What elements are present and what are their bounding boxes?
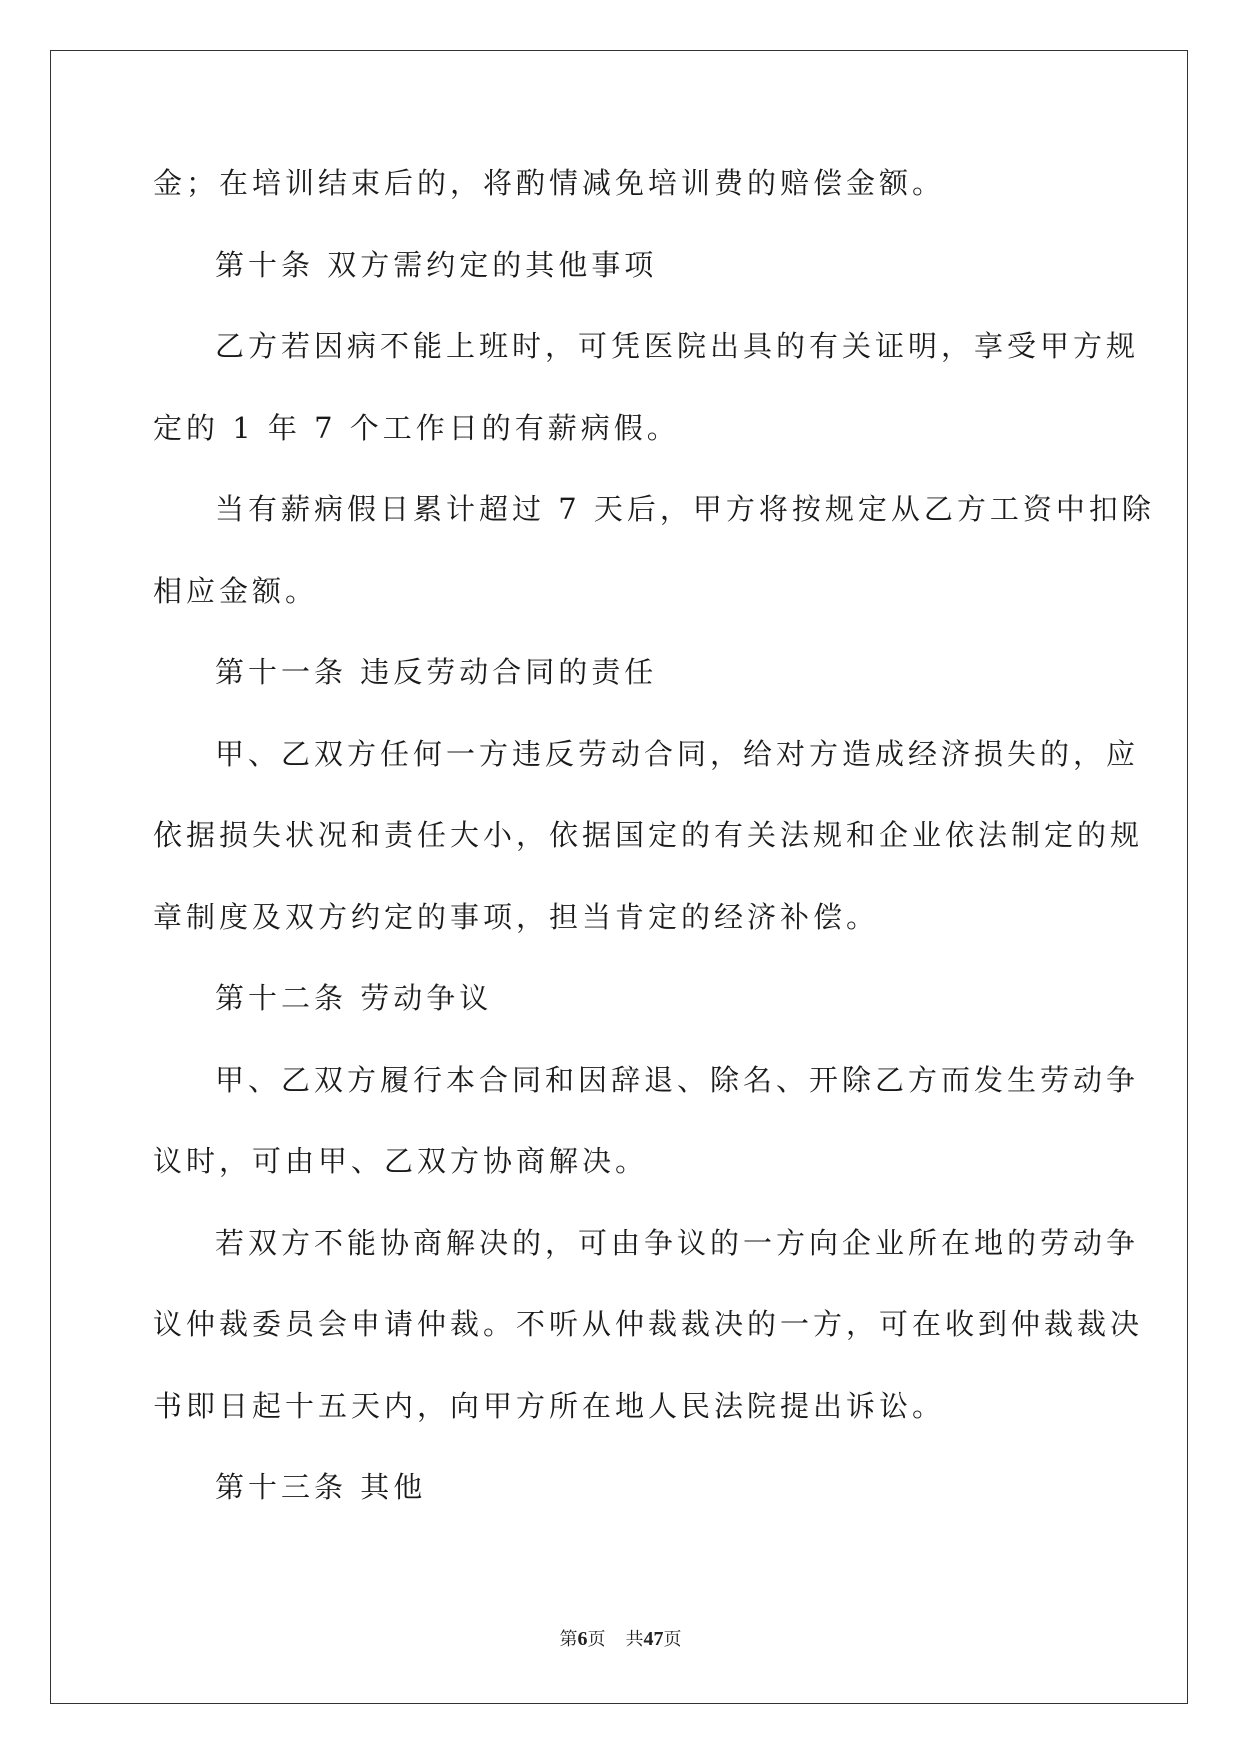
section-heading: 第十一条 违反劳动合同的责任 — [215, 655, 658, 689]
total-prefix: 共 — [625, 1629, 644, 1650]
paragraph-line: 甲、乙双方任何一方违反劳动合同，给对方造成经济损失的，应 — [215, 736, 1140, 771]
paragraph-line: 议时，可由甲、乙双方协商解决。 — [153, 1144, 649, 1178]
section-heading: 第十条 双方需约定的其他事项 — [215, 247, 658, 282]
paragraph-line: 书即日起十五天内，向甲方所在地人民法院提出诉讼。 — [153, 1388, 946, 1423]
total-suffix: 页 — [663, 1629, 682, 1650]
page-footer — [0, 1625, 1241, 1651]
page-prefix: 第 — [559, 1629, 578, 1650]
total-pages: 47 — [643, 1628, 664, 1650]
paragraph-line: 议仲裁委员会申请仲裁。不听从仲裁裁决的一方，可在收到仲裁裁决 — [153, 1307, 1144, 1341]
paragraph-line: 章制度及双方约定的事项，担当肯定的经济补偿。 — [153, 899, 880, 934]
document-body — [153, 163, 1155, 1549]
paragraph-line: 定的 1 年 7 个工作日的有薪病假。 — [153, 410, 680, 445]
paragraph-line: 甲、乙双方履行本合同和因辞退、除名、开除乙方而发生劳动争 — [215, 1062, 1140, 1097]
paragraph-line: 相应金额。 — [153, 573, 319, 608]
section-heading: 第十二条 劳动争议 — [215, 981, 493, 1015]
section-heading: 第十三条 其他 — [215, 1470, 427, 1504]
paragraph-line: 当有薪病假日累计超过 7 天后，甲方将按规定从乙方工资中扣除 — [215, 492, 1155, 526]
page-number: 6 — [577, 1628, 588, 1650]
paragraph-line: 金；在培训结束后的，将酌情减免培训费的赔偿金额。 — [153, 166, 946, 200]
paragraph-line: 若双方不能协商解决的，可由争议的一方向企业所在地的劳动争 — [215, 1225, 1140, 1260]
paragraph-line: 依据损失状况和责任大小，依据国定的有关法规和企业依法制定的规 — [153, 818, 1144, 852]
paragraph-line: 乙方若因病不能上班时，可凭医院出具的有关证明，享受甲方规 — [215, 329, 1140, 363]
page-suffix: 页 — [587, 1629, 606, 1650]
